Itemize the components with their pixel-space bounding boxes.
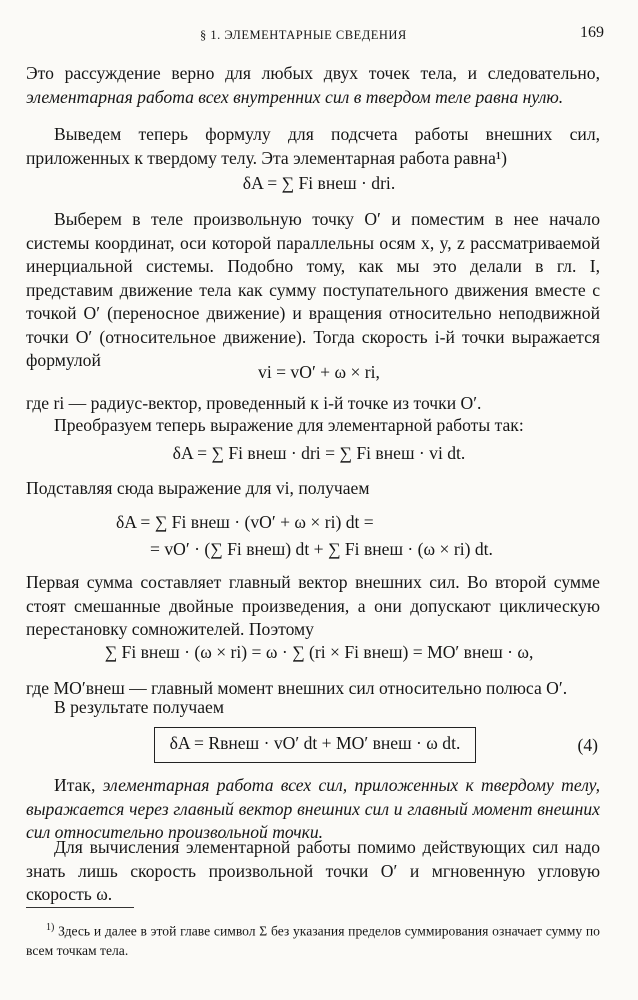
paragraph-10-emphasis: элементарная работа всех сил, приложенных к твердому телу, выражается через главный вектор внешних сил и главный момент внешних сил относительно произвольной точки.: [26, 775, 600, 842]
paragraph-2: [26, 123, 600, 170]
footnote-divider: [26, 907, 134, 908]
formula-velocity: vi = vO′ + ω × ri,: [258, 362, 380, 382]
section-title: § 1. ЭЛЕМЕНТАРНЫЕ СВЕДЕНИЯ: [200, 28, 407, 42]
paragraph-4-text: где ri — радиус-вектор, проведенный к i-й точке из точки O′.: [26, 393, 482, 413]
paragraph-1-text: Это рассуждение верно для любых двух точек тела, и следовательно,: [26, 63, 600, 83]
paragraph-3: [26, 208, 600, 373]
paragraph-11-text: Для вычисления элементарной работы помимо действующих сил надо знать лишь скорость произвольной точки O′ и мгновенную угловую скорость ω.: [26, 837, 600, 904]
formula-work-external: δA = ∑ Fi внеш · dri.: [242, 173, 396, 193]
paragraph-6-text: Подставляя сюда выражение для vi, получаем: [26, 478, 370, 498]
paragraph-10: [26, 774, 600, 845]
paragraph-8-text: где MO′внеш — главный момент внешних сил относительно полюса O′.: [26, 678, 568, 698]
paragraph-7-text: Первая сумма составляет главный вектор внешних сил. Во второй сумме стоят смешанные двойные произведения, а они допускают циклическую перестановку сомножителей. Поэтому: [26, 572, 600, 639]
formula-mixed-product: ∑ Fi внеш · (ω × ri) = ω · ∑ (ri × Fi внеш) = MO′ внеш · ω,: [104, 642, 534, 662]
boxed-formula: [154, 727, 476, 763]
paragraph-5-text: Преобразуем теперь выражение для элементарной работы так:: [54, 415, 524, 435]
paragraph-3-text: Выберем в теле произвольную точку O′ и поместим в нее начало системы координат, оси которой параллельны осям x, y, z рассматриваемой инерциальной системы. Подобно тому, как мы это делали в гл. I, представим движение тела как сумму поступательного движения вместе с точкой O′ (переносное движение) и вращения относительно неподвижной точки O′ (относительное движение). Тогда скорость i-й точки выражается формулой: [26, 209, 600, 370]
paragraph-11: [26, 836, 600, 907]
page-number: 169: [580, 24, 604, 41]
paragraph-6: [26, 477, 600, 501]
footnote-text: Здесь и далее в этой главе символ Σ без указания пределов суммирования означает сумму по всем точкам тела.: [26, 923, 600, 958]
formula-result: δA = Rвнеш · vO′ dt + MO′ внеш · ω dt.: [169, 733, 461, 753]
formula-substitution-line-1: δA = ∑ Fi внеш · (vO′ + ω × ri) dt =: [116, 512, 374, 532]
running-header: [0, 24, 638, 46]
paragraph-9: [26, 696, 600, 720]
paragraph-1-emphasis: элементарная работа всех внутренних сил в твердом теле равна нулю.: [26, 86, 564, 107]
paragraph-2-text: Выведем теперь формулу для подсчета работы внешних сил, приложенных к твердому телу. Эта элементарная работа равна¹): [26, 124, 600, 168]
paragraph-4: [26, 392, 600, 416]
equation-number: (4): [577, 735, 598, 755]
formula-substitution-line-2: = vO′ · (∑ Fi внеш) dt + ∑ Fi внеш · (ω × ri) dt.: [150, 539, 493, 559]
paragraph-10-text: Итак,: [54, 775, 103, 795]
footnote: [26, 918, 600, 960]
paragraph-5: [26, 414, 600, 438]
paragraph-1: [26, 62, 600, 109]
footnote-mark: 1): [46, 922, 55, 933]
formula-work-transform: δA = ∑ Fi внеш · dri = ∑ Fi внеш · vi dt.: [172, 443, 466, 463]
paragraph-7: [26, 571, 600, 642]
paragraph-9-text: В результате получаем: [54, 697, 225, 717]
